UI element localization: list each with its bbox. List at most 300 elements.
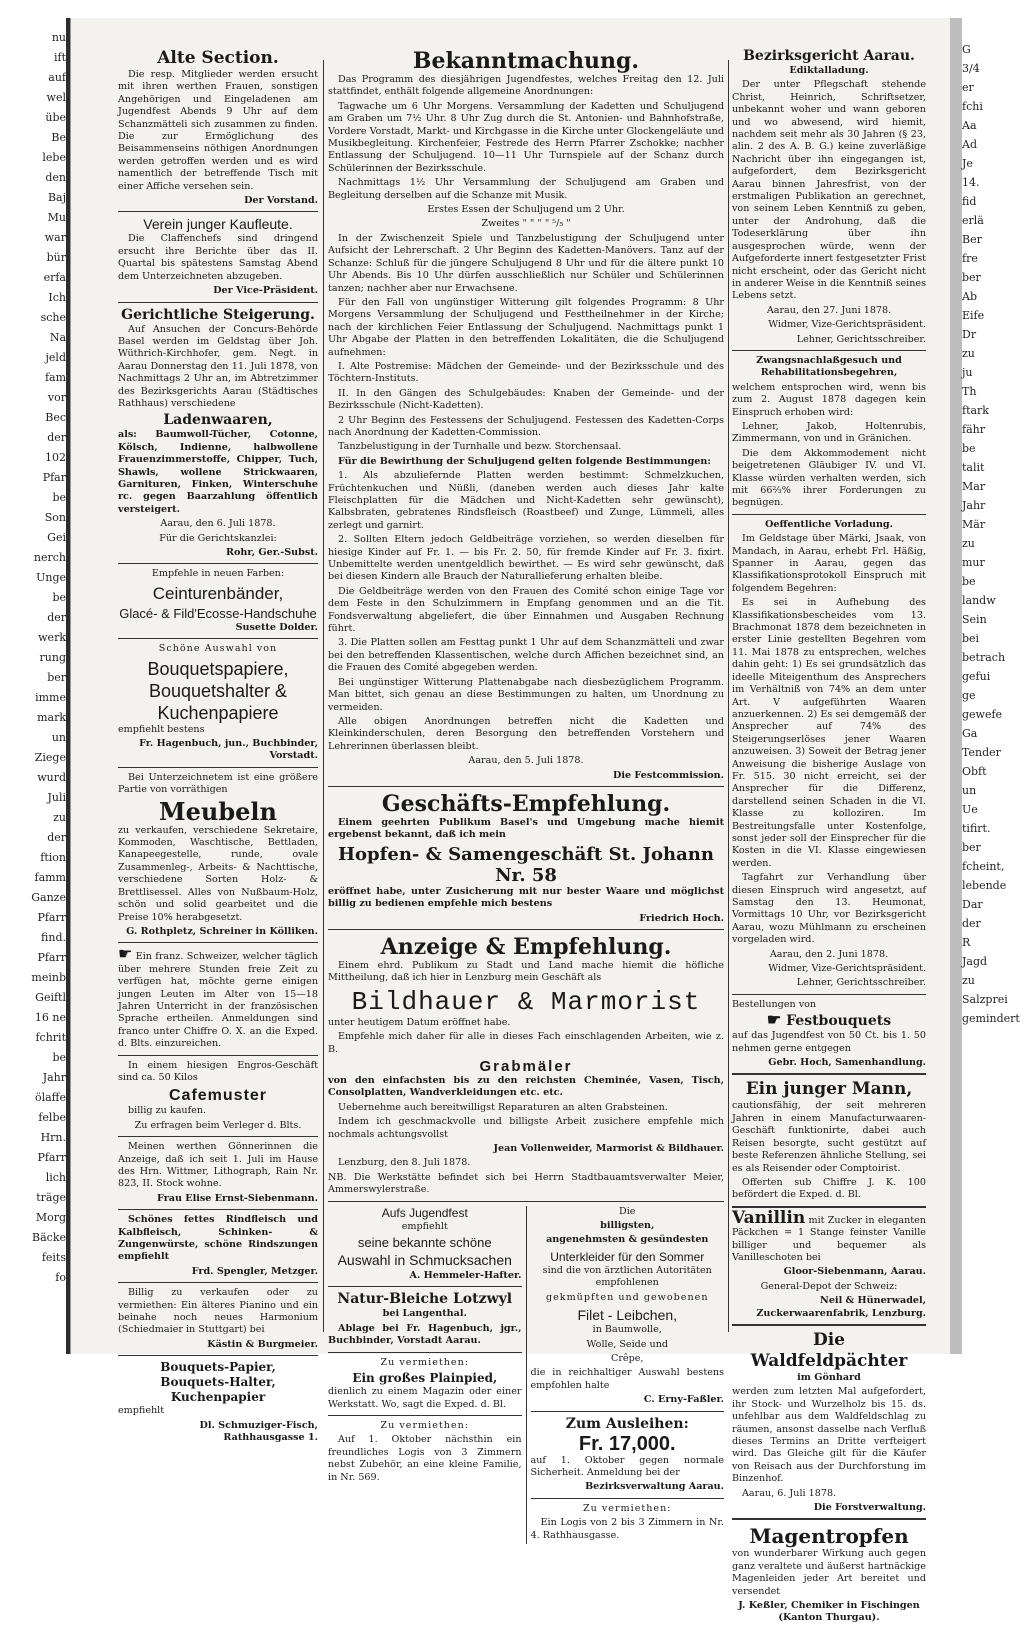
ad-steigerung [118,307,318,560]
ad-signature: Frd. Spengler, Metzger. [191,1265,318,1277]
margin-fragment: wel [46,91,66,104]
margin-fragment: Jagd [962,955,988,968]
margin-fragment: ber [962,271,981,284]
ad-zwang [732,355,926,510]
ad-date: Aarau, den 6. Juli 1878. [160,518,276,530]
ad-signature-2: Lehner, Gerichtsschreiber. [796,977,926,989]
ad-intro: Einem geehrten Publikum Basel's und Umgebung mache hiemit ergebenst bekannt, daß ich mein [328,816,724,841]
ad-body-2: Es sei in Aufhebung des Klassifikationsbescheides vom 13. Brachmonat 1878 dem bezeichneten in erster Linie gestellten Begehren vom 11. Mai 1878 zu entsprechen, welches dahin geht: 1) Es sei grundsätzlich das ideelle Miteigenthum des Ansprechers im Verhältniß von 74% an dem unter Art. V aufgeführten Waaren anzuerkennen. 2) Es sei demgemäß der Ansprecher auf 74% des Steigerungserlöses jener Waaren anzuweisen. 3) Soweit der Betrag jener Anweisung die bisherige Auslage von Fr. 515. 30 nicht erreicht, sei der Ansprecher für die Differenz, darstellend seinen Schaden in die VI. Klasse zu kolloziren. Im Bestreitungsfalle unter Kostenfolge, sonst jeder soll der Einsprecher für die Kosten in die VI. Klasse eingewiesen werden. [732,597,926,869]
ad-meubeln [118,772,318,938]
ad-signature: Kästin & Burgmeier. [207,1338,318,1350]
ad-body: billig zu kaufen. [128,1105,207,1117]
ad-signature: J. Keßler, Chemiker in Fischingen (Kanton Thurgau). [738,1600,920,1624]
ad-recommend: empfiehlt bestens [118,723,205,735]
ad-p9: 2 Uhr Beginn des Festessens der Schuljugend. Festessen des Kadetten-Corps nach Anordnung der Kadetten-Commission. [328,414,724,438]
ad-p11: Für die Bewirthung der Schuljugend gelten folgende Bestimmungen: [338,455,711,467]
ad-title: Zwangsnachlaßgesuch und Rehabilitationsbegehren, [756,354,902,379]
ad-goods: als: Baumwoll-Tücher, Cotonne, Kölsch, Indienne, halbwollene Frauenzimmerstoffe, Chipper, Tuch, Shawls, wollene Strickwaaren, Garnituren, Finken, Winterschuhe rc. gegen Baarzahlung öffentlich versteigert. [118,429,318,515]
ad-alte-section [118,48,318,207]
ad-signature-2: Lehner, Gerichtsschreiber. [796,333,926,345]
ad-title: Ein junger Mann, [745,1079,913,1100]
ad-date: Aarau, den 5. Juli 1878. [468,755,584,767]
ad-body-6: die in reichhaltiger Auswahl bestens empfohlen halte [530,1367,724,1391]
margin-fragment: Bec [45,411,66,424]
ad-title: Bezirksgericht Aarau. [743,48,915,64]
ad-date: Aarau, den 27. Juni 1878. [766,304,892,316]
ad-info: Zu erfragen beim Verleger d. Blts. [134,1119,302,1131]
margin-fragment: mur [962,556,985,569]
page-edge [950,18,962,1354]
ad-line-2: Auswahl in Schmucksachen [337,1252,512,1269]
margin-fragment: werk [38,631,66,644]
column-right [732,48,926,1624]
ad-recommend: empfiehlt [118,1405,165,1417]
ad-amount: Fr. 17,000. [578,1432,676,1455]
ad-bouquet [118,643,318,763]
ad-line-1: billigsten, [600,1220,655,1232]
margin-fragment: Aa [962,119,977,132]
margin-fragment: fcheint, [962,860,1005,873]
column-left [118,48,318,1444]
ad-line-1: Bouquets-Papier, [160,1360,276,1375]
ad-trade: Bildhauer & Marmorist [351,986,701,1017]
margin-fragment: find. [41,931,66,944]
ad-body: dienlich zu einem Magazin oder einer Werkstatt. Wo, sagt die Exped. d. Bl. [328,1386,522,1410]
column-middle [328,48,724,1541]
ad-vorladung [732,519,926,990]
ad-plainpied [328,1357,522,1411]
margin-fragment: lich [45,1171,66,1184]
ad-title: Ceinturenbänder, [152,583,284,603]
margin-fragment: ftark [962,404,989,417]
margin-fragment: Mar [962,480,986,493]
ad-bouquets2 [118,1360,318,1444]
margin-fragment: Mu [47,211,66,224]
ad-intro: Schöne Auswahl von [158,643,278,655]
ad-label: Zu vermiethen: [380,1356,470,1368]
margin-fragment: fchi [962,100,983,113]
ad-label: Zu vermiethen: [380,1419,470,1431]
margin-fragment: der [47,431,66,444]
ad-body-4: Uebernehme auch bereitwilligst Reparaturen an alten Grabsteinen. [338,1101,668,1113]
ad-bekanntmachung [328,48,724,782]
margin-fragment: Dar [962,898,983,911]
left-margin-fragments [22,28,68,1348]
ad-p17: Alle obigen Anordnungen betreffen nicht die Kadetten und Kleinkinderschulen, deren Besorgung den betreffenden Vorstehern und Lehrerinnen überlassen bleibt. [328,715,724,752]
ad-subtitle: Ediktalladung. [789,65,869,76]
ad-body-3: Die dem Akkommodement nicht beigetretenen Gläubiger IV. und VI. Klasse würden verhalten werden, sich mit 66⅔% ihrer Forderungen zu begnügen. [732,447,926,509]
margin-fragment: 102 [45,451,66,464]
margin-fragment: übe [45,111,66,124]
margin-fragment: lebende [962,879,1007,892]
margin-fragment: Ab [962,290,977,303]
margin-fragment: erlä [962,214,984,227]
ad-title: Oeffentliche Vorladung. [765,518,893,530]
ad-piano [118,1287,318,1351]
ad-body: Schönes fettes Rindfleisch und Kalbfleisch, Schinken- & Zungenwürste, schöne Rindszungen empfiehlt [118,1214,318,1263]
ad-geschaeft [328,791,724,925]
ad-p14: Die Geldbeiträge werden von den Frauen des Comité schon einige Tage vor dem Feste in den Schulzimmern in Empfang genommen und an die Tit. Fondsverwaltung abgeliefert, die über Einnahmen und Ausgaben Rechnung führt. [328,585,724,635]
ad-p4a: Erstes Essen der Schuljugend um 2 Uhr. [427,204,625,216]
ad-schweizer [118,944,318,1050]
margin-fragment: Morg [35,1211,66,1224]
margin-fragment: bei [962,632,980,645]
margin-fragment: den [45,171,66,184]
ad-grab: Grabmäler [479,1058,573,1075]
margin-fragment: er [962,81,974,94]
margin-fragment: Be [51,131,66,144]
ad-body: cautionsfähig, der seit mehreren Jahren in einem Manufacturwaaren-Geschäft funktionirte, dabei auch Reisen besorgte, sucht gestützt auf beste Referenzen ähnliche Stellung, sei es als Reisender oder Comptoirist. [732,1100,926,1174]
ad-body-2: Empfehle mich daher für alle in dieses Fach einschlagenden Arbeiten, wie z. B. [328,1031,724,1055]
ad-verein [118,216,318,297]
margin-fragment: 3/4 [962,62,980,75]
ad-body: werden zum letzten Mal aufgefordert, ihr Stock- und Wurzelholz bis 15. ds. unfehlbar aus dem Waldfeldschlag zu räumen, ansonst dasselbe nach Verfluß dieses Termins an Dritte verfteigert wird. Das Gleiche gilt für die Käufer von Reisach aus der Durchforstung im Binzenhof. [732,1386,926,1485]
margin-fragment: Ga [962,727,978,740]
right-margin-fragments [962,40,1020,1340]
ad-title: Meubeln [159,796,277,826]
ad-signature-1: Widmer, Vize-Gerichtspräsident. [768,319,926,331]
ad-title: Die Waldfeldpächter [750,1329,908,1371]
ad-body: Ein franz. Schweizer, welcher täglich über mehrere Stunden freie Zeit zu verfügen hat, möchte gerne einigen jungen Leuten im Alter von 15—18 Jahren Unterricht in der französischen Sprache ertheilen. Anmeldungen sind franco unter Chiffre O. X. an die Exped. d. Blts. einzureichen. [118,951,318,1050]
margin-fragment: wurd [37,771,66,784]
ad-p12: 1. Als abzuliefernde Platten werden bestimmt: Schmelzkuchen, Früchtenkuchen und Nüßli, (daneben werden auch dieses Jahr kalte Fleischplatten für die Mädchen und Nicht-Kadetten sehr gewünscht), Kalbsbraten, gebratenes Rindsfleisch (Roastbeef) und Zunge, Lümmeli, alles zerlegt und garnirt. [328,470,724,531]
ad-signature: Frau Elise Ernst-Siebenmann. [157,1192,318,1204]
ad-signature: Gebr. Hoch, Samenhandlung. [768,1057,926,1069]
ad-p4b: Zweites " " " " ⁵/₅ " [481,218,571,230]
ad-body-4: Wolle, Seide und [586,1338,669,1350]
margin-fragment: Ue [962,803,978,816]
ad-body: Die resp. Mitglieder werden ersucht mit ihren werthen Frauen, sonstigen Angehörigen und Eingeladenen am Jugendfest Abends 9 Uhr auf dem Schanzmätteli sich zusammen zu finden. Die zur Ermöglichung des Beisammenseins nöthigen Anordnungen werden getroffen werden und es wird namentlich der betreffende Tisch mit einer Affiche versehen sein. [118,69,318,192]
ad-signature: Der Vice-Präsident. [213,285,318,297]
margin-fragment: Sein [962,613,987,626]
margin-fragment: imme [35,691,66,704]
ad-p3: Nachmittags 1½ Uhr Versammlung der Schuljugend am Graben und Begleitung derselben auf die Schanze mit Musik. [328,177,724,201]
margin-fragment: Geiftl [35,991,66,1004]
ad-goods-title: Ladenwaaren, [163,412,273,429]
margin-fragment: 14. [962,176,980,189]
margin-fragment: fähr [962,423,985,436]
ad-title: Vanillin [732,1207,806,1228]
ad-intro: In einem hiesigen Engros-Geschäft sind ca. 50 Kilos [118,1059,318,1083]
margin-fragment: felbe [38,1111,66,1124]
ad-bezirksgericht [732,48,926,346]
pointing-hand-icon: ☛ [766,1010,782,1030]
margin-fragment: Eife [962,309,985,322]
ad-festbouquets [732,999,926,1070]
ad-nb: NB. Die Werkstätte befindet sich bei Herrn Stadtbauamtsverwalter Meier, Ammerswylerstraße. [328,1171,724,1196]
ad-recommend: empfiehlt [401,1220,448,1232]
ad-p5: In der Zwischenzeit Spiele und Tanzbelustigung der Schuljugend unter Aufsicht der Lehrerschaft. 2 Uhr Beginn des Kadetten-Manövers. Tanz auf der Schanze: Schluß für die jüngere Schuljugend 8 Uhr und für die ältere punkt 10 Uhr Abends. Bis 10 Uhr dürfen ausschließlich nur Schüler und Schülerinnen tanzen; nachher aber nur Erwachsene. [328,232,724,294]
margin-fragment: gewefe [962,708,1003,721]
ad-body-5: Indem ich geschmackvolle und billigste Arbeit zusichere empfehle mich nochmals achtungsvollst [328,1116,724,1140]
ad-signature-2: Neil & Hünerwadel, Zuckerwaarenfabrik, Lenzburg. [756,1295,926,1319]
margin-fragment: Pfarr [37,1151,66,1164]
ad-place: im Gönhard [797,1371,861,1383]
margin-fragment: Unge [36,571,66,584]
margin-fragment: Ber [962,233,982,246]
ad-signature: Jean Vollenweider, Marmorist & Bildhauer. [493,1143,724,1155]
ad-body: Die Claffenchefs sind dringend ersucht ihre Berichte über das II. Quartal bis spätestens Samstag Abend dem Unterzeichneten abzugeben. [118,233,318,282]
margin-fragment: Pfar [42,471,66,484]
ad-body-1: unter heutigem Datum eröffnet habe. [328,1016,511,1028]
margin-fragment: nu [51,31,66,44]
ad-place: bei Langenthal. [382,1308,467,1320]
ad-ceinturen [118,568,318,634]
margin-fragment: Baj [47,191,66,204]
margin-fragment: Pfarr [37,951,66,964]
margin-fragment: landw [962,594,996,607]
ad-signature: Der Vorstand. [244,195,318,207]
margin-fragment: der [47,831,66,844]
margin-fragment: mark [37,711,66,724]
ad-title: Unterkleider für den Sommer [550,1249,705,1264]
ad-body-2: Lehner, Jakob, Holtenrubis, Zimmermann, von und in Gränichen. [732,420,926,445]
margin-fragment: be [962,442,976,455]
ad-title: Aufs Jugendfest [381,1205,468,1220]
ad-body-3: Tagfahrt zur Verhandlung über diesen Einspruch wird angesetzt, auf Samstag den 13. Heumonat, Vormittags 10 Uhr, vor Bezirksgericht Aarau, wozu Mühlmann zu erscheinen vorgeladen wird. [732,872,926,946]
ad-label: Zu vermiethen: [582,1502,672,1514]
margin-fragment: Th [962,385,977,398]
ad-p16: Bei ungünstiger Witterung Plattenabgabe nach diesbezüglichem Programm. Man bittet, sich genau an diese Bestimmungen zu halten, um Unordnung zu vermeiden. [328,676,724,713]
margin-fragment: R [962,936,971,949]
margin-fragment: be [962,575,976,588]
ad-p7: I. Alte Postremise: Mädchen der Gemeinde- und der Bezirksschule und des Töchtern-Instituts. [328,360,724,385]
ad-title: Natur-Bleiche Lotzwyl [337,1291,513,1308]
margin-fragment: 16 ne [34,1011,66,1024]
ad-body: auf 1. Oktober gegen normale Sicherheit. Anmeldung bei der [530,1454,724,1478]
ad-signature: Dl. Schmuziger-Fisch, Rathhausgasse 1. [199,1419,318,1444]
margin-fragment: talit [962,461,985,474]
margin-fragment: ftion [40,851,66,864]
ad-title: Zum Ausleihen: [565,1415,689,1432]
ad-body: Ablage bei Fr. Hagenbuch, jgr., Buchbinder, Vorstadt Aarau. [328,1322,522,1347]
margin-fragment: jeld [45,351,66,364]
ad-intro: Bestellungen von [732,998,817,1010]
margin-fragment: Bäcke [32,1231,66,1244]
ad-body-1: sind die von ärztlichen Autoritäten empfohlenen [542,1264,712,1289]
margin-fragment: bür [46,251,66,264]
margin-fragment: be [52,491,66,504]
pointing-hand-icon: ☛ [118,944,133,964]
ad-title: Bekanntmachung. [412,48,640,74]
ad-signature: C. Erny-Faßler. [643,1394,724,1406]
margin-fragment: sche [40,311,66,324]
ad-body-3: von den einfachsten bis zu den reichsten Cheminée, Vasen, Tisch, Consolplatten, Wandverkleidungen etc. etc. [328,1075,724,1099]
ad-shop: Hopfen- & Samengeschäft St. Johann Nr. 58 [338,843,714,886]
margin-fragment: tifirt. [962,822,991,835]
margin-fragment: gefui [962,670,991,683]
margin-fragment: Ich [48,291,66,304]
ad-junger-mann [732,1079,926,1201]
margin-fragment: Son [44,511,66,524]
margin-fragment: lebe [42,151,66,164]
ad-jugendfest [328,1206,522,1283]
ad-title: Cafemuster [168,1087,268,1105]
margin-fragment: nerch [33,551,66,564]
ad-p1: Das Programm des diesjährigen Jugendfestes, welches Freitag den 12. Juli stattfindet, enthält folgende allgemeine Anordnungen: [328,74,724,98]
ad-body: auf das Jugendfest von 50 Ct. bis 1. 50 nehmen gerne entgegen [732,1030,926,1054]
margin-fragment: gemindert [962,1012,1020,1025]
ad-title: Anzeige & Empfehlung. [380,933,672,960]
margin-fragment: auf [48,71,66,84]
ad-ausleihen [531,1416,725,1494]
margin-fragment: der [47,611,66,624]
margin-fragment: Ganze [31,891,66,904]
ad-signature: Die Forstverwaltung. [813,1502,926,1514]
margin-fragment: ölaffe [34,1091,66,1104]
ad-date: Aarau, 6. Juli 1878. [742,1487,837,1499]
margin-fragment: un [51,731,66,744]
ad-logis-1 [328,1420,522,1484]
ad-unterkleider [531,1206,725,1407]
ad-signature: Susette Dolder. [235,621,318,633]
margin-fragment: war [44,231,66,244]
margin-fragment: Na [49,331,66,344]
ad-intro: Empfehle in neuen Farben: [151,568,285,580]
ad-date: Lenzburg, den 8. Juli 1878. [338,1157,471,1169]
ad-line-3: Kuchenpapiere [157,702,279,723]
ad-signature: A. Hemmeler-Hafter. [409,1270,522,1282]
ad-fleisch [118,1214,318,1278]
ad-line-1: seine bekannte schöne [357,1235,492,1251]
margin-fragment: meinb [31,971,66,984]
margin-fragment: feits [41,1251,66,1264]
ad-p13: 2. Sollten Eltern jedoch Geldbeiträge vorziehen, so werden dieselben für hiesige Kinder auf Fr. 1. — bis Fr. 2. 50, für fremde Kinder auf Fr. 3. fixirt. Unbemittelte werden unentgeldlich bewirthet. — Es wird sehr gewünscht, daß bei diesen Kindern alle Brauch der Naturallieferung erhalten bleibe. [328,534,724,583]
ad-title: Geschäfts-Empfehlung. [381,790,671,817]
margin-fragment: zu [962,537,975,550]
margin-fragment: Dr [962,328,977,341]
margin-fragment: ju [962,366,973,379]
ad-anzeige [328,934,724,1197]
ad-logis-2 [531,1503,725,1542]
ad-title: Verein junger Kaufleute. [143,216,293,233]
margin-fragment: Jahr [42,1071,66,1084]
margin-fragment: der [962,917,981,930]
margin-fragment: be [52,1051,66,1064]
ad-signature: G. Rothpletz, Schreiner in Kölliken. [126,925,318,937]
ad-info: Offerten sub Chiffre J. K. 100 befördert die Exped. d. Bl. [732,1176,926,1201]
margin-fragment: ge [962,689,976,702]
margin-fragment: fre [962,252,978,265]
margin-fragment: Ad [962,138,977,151]
margin-fragment: ber [962,841,981,854]
margin-fragment: zu [962,347,975,360]
ad-title: Ein großes Plainpied, [352,1371,498,1386]
ad-date: Aarau, den 2. Juni 1878. [769,948,889,960]
ad-ernst [118,1141,318,1205]
ad-office: Für die Gerichtskanzlei: [159,532,277,544]
ad-cafe [118,1060,318,1133]
margin-fragment: Tender [962,746,1001,759]
margin-fragment: ber [47,671,66,684]
ad-body-2: gekmüpften und gewobenen [545,1291,709,1303]
margin-fragment: un [962,784,977,797]
ad-body-1: mit Zucker in eleganten Päckchen = 1 Stange feinster Vanille billiger und bequemer als Vanilleschoten bei [732,1214,926,1263]
ad-p10: Tanzbelustigung in der Turnhalle und bezw. Storchensaal. [338,441,622,453]
ad-line-1: Bouquetspapiere, [147,658,289,679]
ad-line-2: Bouquetshalter & [148,680,288,701]
margin-fragment: Je [962,157,973,170]
ad-body: eröffnet habe, unter Zusicherung mit nur bester Waare und möglichst billig zu bedienen empfehle mich bestens [328,885,724,910]
margin-fragment: famm [34,871,66,884]
ad-body-1: Im Geldstage über Märki, Jsaak, von Mandach, in Aarau, erhebt Frl. Häßig, Spanner in Aarau, gegen das Klassifikationsprotokoll Einspruch mit folgendem Begehren: [732,533,926,594]
margin-fragment: Hrn. [40,1131,66,1144]
margin-fragment: Gei [47,531,66,544]
ad-signature: Bezirksverwaltung Aarau. [585,1481,724,1493]
margin-fragment: Salzprei [962,993,1008,1006]
margin-fragment: ift [53,51,66,64]
ad-body-5: Crêpe, [611,1352,644,1364]
margin-fragment: Mär [962,518,986,531]
margin-fragment: träge [36,1191,66,1204]
ad-line-2: angenehmsten & gesündesten [546,1234,709,1246]
margin-fragment: G [962,43,971,56]
ad-body-1: welchem entsprochen wird, wenn bis zum 2. August 1878 dagegen kein Einspruch erhoben wird: [732,381,926,418]
ad-bleiche [328,1291,522,1347]
ad-signature: Die Festcommission. [613,769,724,781]
ad-line-3: Kuchenpapier [170,1390,266,1405]
ad-body-2: General-Depot der Schweiz: [760,1280,898,1292]
ad-body-3: in Baumwolle, [592,1324,662,1336]
margin-fragment: vor [47,391,66,404]
margin-fragment: Jahr [962,499,986,512]
ad-intro: Bei Unterzeichnetem ist eine größere Partie von vorräthigen [118,771,318,796]
ad-signature-1: Gloor-Siebenmann, Aarau. [783,1266,926,1278]
ad-body: Der unter Pflegschaft stehende Christ, Heinrich, Schriftsetzer, unbekannt woher und wann geboren und wo abwesend, wird hiemit, nachdem seit mehr als 30 Jahren (§ 23, alin. 2 des A. B. G.) keine zuverläßige Nachricht über ihn eingegangen ist, aufgefordert, dem Bezirksgericht Aarau binnen Jahresfrist, von der erstmaligen Publikation an gerechnet, von seinem Leben Kenntniß zu geben, unter der Androhung, daß die Todeserklärung über ihn ausgesprochen würde, wenn der Aufgeforderte innert festgesetzter Frist nicht erscheint, oder das Gericht nicht in anderer Weise in die Kenntniß seines Lebens setzt. [732,79,926,302]
ad-p15: 3. Die Platten sollen am Festtag punkt 1 Uhr auf dem Schanzmätteli und zwar bei den betreffenden Klassentischen, welche durch Affichen bezeichnet sind, an die Frauen des Comité abgegeben werden. [328,637,724,674]
margin-fragment: Obft [962,765,987,778]
ad-intro: Einem ehrd. Publikum zu Stadt und Land mache hiemit die höfliche Mittheilung, daß ich hier in Lenzburg mein Geschäft als [328,959,724,984]
ad-magentropfen [732,1524,926,1624]
ad-waldfeld [732,1330,926,1514]
margin-fragment: fam [44,371,66,384]
ad-subtitle: Glacé- & Fild'Ecosse-Handschuhe [119,605,317,621]
ad-title: Magentropfen [749,1524,909,1549]
column-rule-1 [323,60,324,1332]
ad-title-2: Filet - Leibchen, [577,1307,678,1324]
ad-p8: II. In den Gängen des Schulgebäudes: Knaben der Gemeinde- und der Bezirksschule (Nicht-Kadetten). [328,387,724,412]
margin-fragment: erfa [43,271,66,284]
ad-body: Meinen werthen Gönnerinnen die Anzeige, daß ich seit 1. Juli im Hause des Hrn. Wittmer, Lithograph, Rain Nr. 823, II. Stock wohne. [118,1141,318,1190]
ad-split-row [328,1206,724,1544]
margin-fragment: zu [53,811,66,824]
ad-body: Ein Logis von 2 bis 3 Zimmern in Nr. 4. Rathhausgasse. [530,1517,724,1541]
margin-fragment: betrach [962,651,1006,664]
margin-fragment: be [52,591,66,604]
column-rule-2 [728,60,729,1332]
margin-fragment: Ziege [34,751,66,764]
margin-fragment: zu [962,974,975,987]
ad-p6: Für den Fall von ungünstiger Witterung gilt folgendes Programm: 8 Uhr Morgens Versammlung der Schuljugend und Festtheilnehmer in der Kirche; nach der kirchlichen Feier Entlassung der Schuljugend. Nachmittags punkt 1 Uhr Abgabe der Platten in den betreffenden Lokalitäten, die die Schuljugend aufnehmen: [328,296,724,358]
ad-body: von wunderbarer Wirkung auch gegen ganz veraltete und äußerst hartnäckige Magenleiden jeder Art bereitet und versendet [732,1548,926,1597]
ad-signature: Fr. Hagenbuch, jun., Buchbinder, Vorstadt. [139,738,318,762]
margin-fragment: fid [962,195,977,208]
ad-body: Auf Ansuchen der Concurs-Behörde Basel werden im Geldstag über Joh. Wüthrich-Kirchhofer, gem. Negt. in Aarau Donnerstag den 11. Juli 1878, von Nachmittags 2 Uhr an, im Abtretzimmer des Bezirksgerichts Aarau (Städtisches Rathhaus) verschiedene [118,323,318,409]
ad-body: Billig zu verkaufen oder zu vermiethen: Ein älteres Pianino und ein beinahe noch neues Harmonium (Schiedmaier in Stuttgart) bei [118,1287,318,1336]
ad-title: Gerichtliche Steigerung. [121,306,315,323]
margin-fragment: Pfarr [37,911,66,924]
margin-fragment: rung [39,651,66,664]
ad-vanillin [732,1207,926,1320]
ad-signature: Rohr, Ger.-Subst. [226,547,318,558]
ad-p2: Tagwache um 6 Uhr Morgens. Versammlung der Kadetten und Schuljugend am Graben um 7½ Uhr. 8 Uhr Zug durch die St. Antonien- und Bahnhofstraße, Vordere Vorstadt, Markt- und Kirchgasse in die Kirche unter Glockengeläute und Musikbegleitung. Kirchenfeier, Festrede des Herrn Pfarrer Zschokke; nachher Entlassung der Schuljugend. 10—11 Uhr Turnspiele auf der Schanz durch Schülerinnen der Bezirksschule. [328,100,724,174]
ad-title: Alte Section. [157,48,279,68]
ad-line-2: Bouquets-Halter, [160,1375,276,1390]
ad-title: Festbouquets [786,1013,892,1030]
ad-signature: Friedrich Hoch. [639,912,724,924]
ad-intro: Die [619,1205,636,1217]
margin-fragment: fo [55,1271,66,1284]
